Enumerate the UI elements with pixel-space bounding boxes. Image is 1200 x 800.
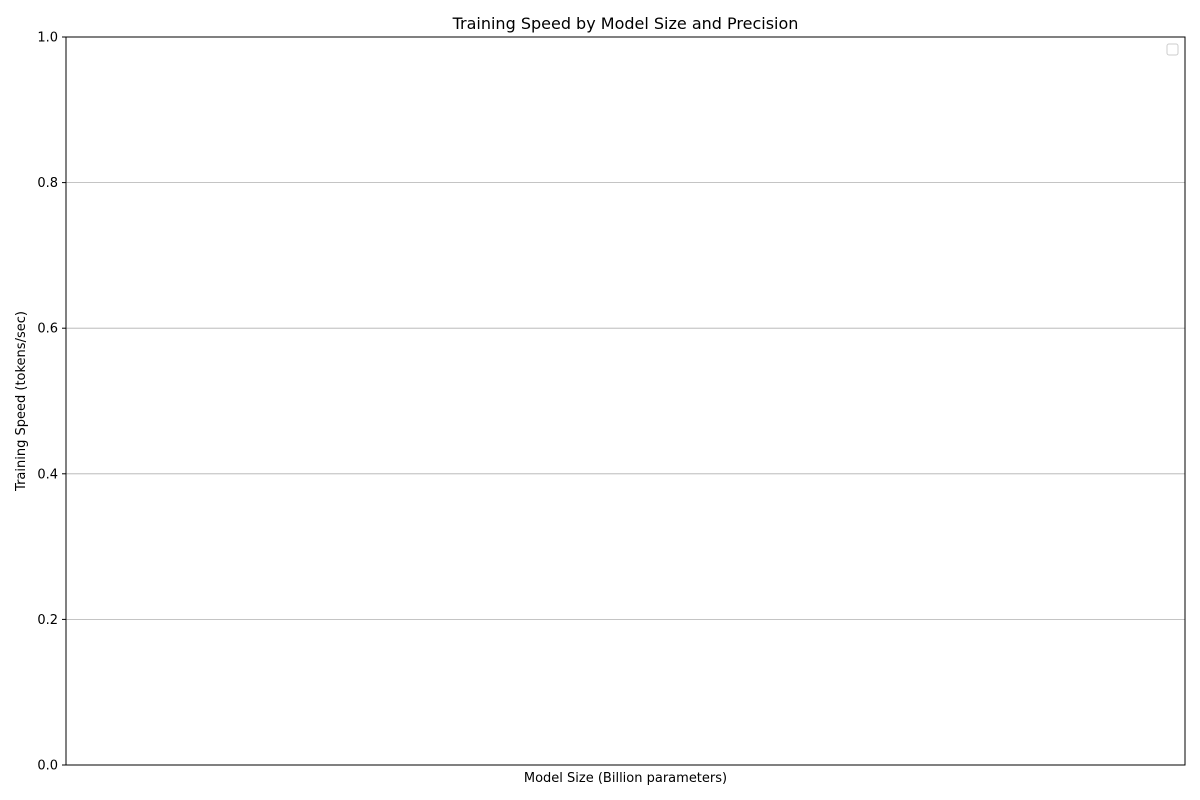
plot-area-frame — [66, 37, 1185, 765]
y-tick-label: 0.2 — [37, 612, 58, 628]
y-tick-label: 0.6 — [37, 321, 58, 337]
y-tick-label: 1.0 — [37, 30, 58, 46]
y-tick-label: 0.0 — [37, 758, 58, 774]
y-tick-label: 0.4 — [37, 467, 58, 483]
y-axis-ticks — [37, 31, 66, 774]
grid-lines — [66, 183, 1185, 620]
y-axis-label: Training Speed (tokens/sec) — [14, 311, 29, 491]
x-axis-label: Model Size (Billion parameters) — [523, 771, 728, 786]
chart-title: Training Speed by Model Size and Precision — [452, 14, 799, 33]
y-tick-label: 0.8 — [37, 176, 58, 192]
legend-box — [1167, 44, 1178, 55]
